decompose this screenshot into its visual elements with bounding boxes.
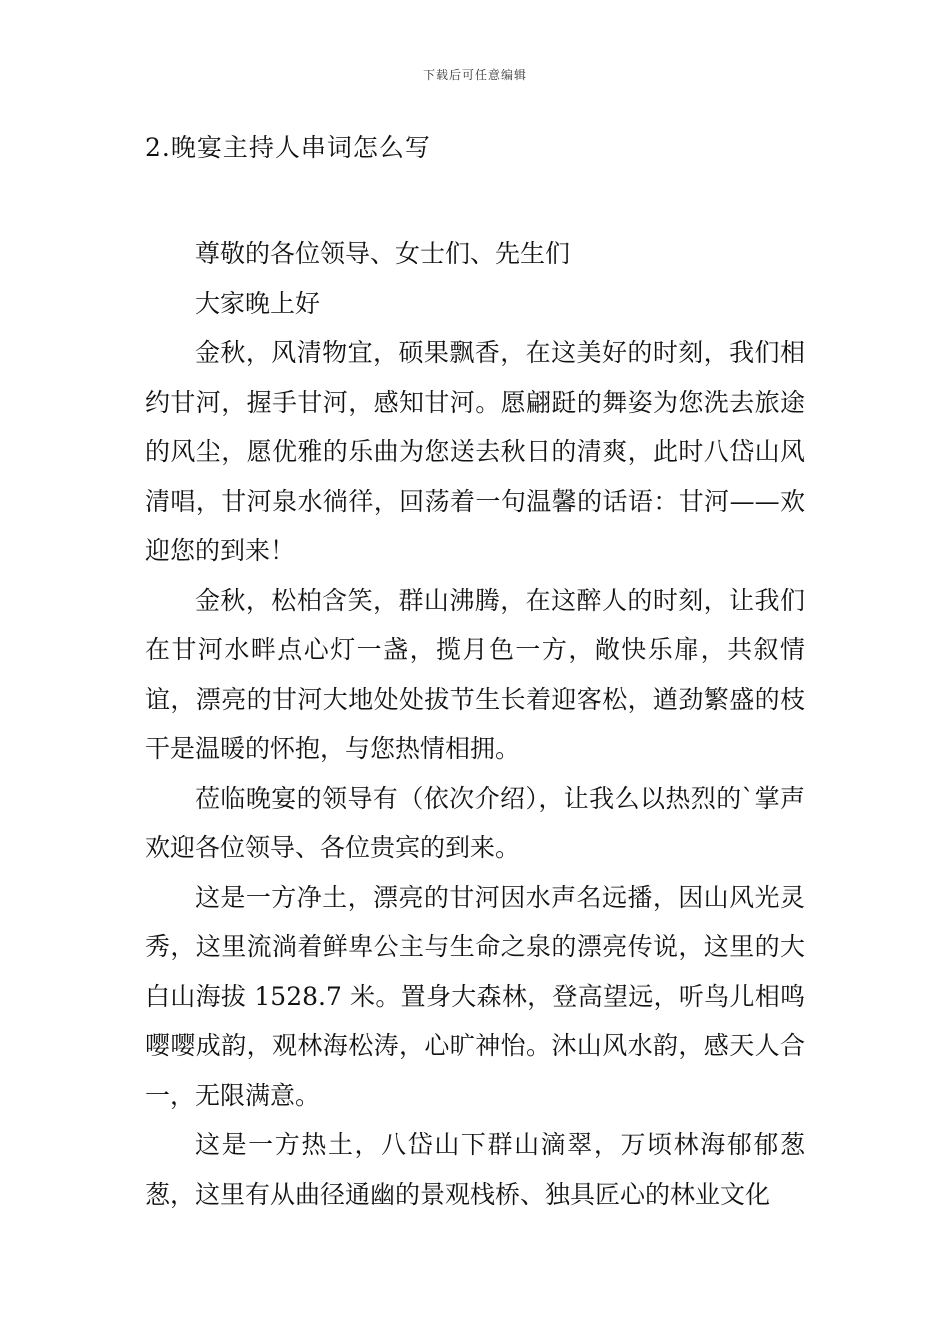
paragraph: 这是一方热土，八岱山下群山滴翠，万顷林海郁郁葱葱，这里有从曲径通幽的景观栈桥、独具匠心的林业文化 xyxy=(145,1130,805,1209)
paragraph: 金秋，松柏含笑，群山沸腾，在这醉人的时刻，让我们在甘河水畔点心灯一盏，揽月色一方，敞快乐扉，共叙情谊，漂亮的甘河大地处处拔节生长着迎客松，遒劲繁盛的枝干是温暖的怀抱，与您热情相拥。 xyxy=(145,585,805,763)
paragraph: 尊敬的各位领导、女士们、先生们 xyxy=(195,239,571,268)
paragraph: 金秋，风清物宜，硕果飘香，在这美好的时刻，我们相约甘河，握手甘河，感知甘河。愿翩跹的舞姿为您洗去旅途的风尘，愿优雅的乐曲为您送去秋日的清爽，此时八岱山风清唱，甘河泉水徜徉，回荡着一句温馨的话语：甘河——欢迎您的到来！ xyxy=(145,338,805,565)
paragraph: 这是一方净土，漂亮的甘河因水声名远播，因山风光灵秀，这里流淌着鲜卑公主与生命之泉的漂亮传说，这里的大白山海拔 1528.7 米。置身大森林，登高望远，听鸟儿相鸣嘤嘤成韵，观林海松涛，心旷神怡。沐山风水韵，感天人合一，无限满意。 xyxy=(145,882,805,1110)
paragraph: 大家晚上好 xyxy=(195,288,321,318)
document-title: 2.晚宴主持人串词怎么写 xyxy=(145,133,431,162)
header-note: 下载后可任意编辑 xyxy=(422,68,527,82)
paragraph: 莅临晚宴的领导有（依次介绍），让我么以热烈的`掌声欢迎各位领导、各位贵宾的到来。 xyxy=(145,783,805,862)
document-body xyxy=(145,229,805,1219)
